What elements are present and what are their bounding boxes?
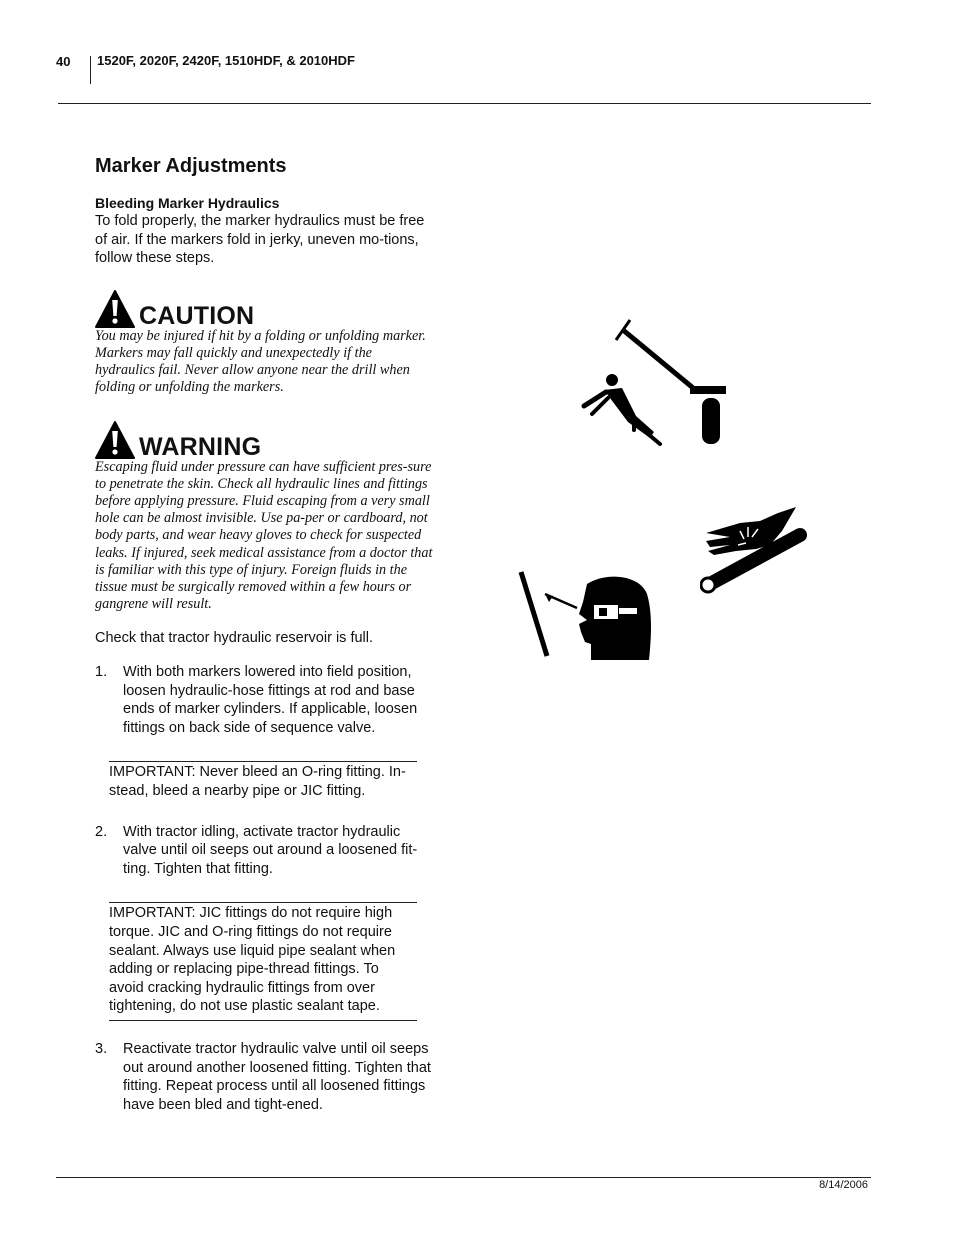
step-number: 3. — [95, 1040, 108, 1057]
step-text: With both markers lowered into field position, loosen hydraulic-hose fittings at rod and base ends of marker cylinders. If applicable, loosen fittings on back side of sequence valve. — [123, 664, 418, 736]
list-item — [95, 663, 435, 737]
header-divider — [90, 56, 91, 84]
page-number: 40 — [56, 54, 71, 69]
caution-block — [95, 288, 435, 397]
main-content — [95, 155, 435, 1114]
caution-triangle-icon — [95, 290, 135, 328]
caution-text: You may be injured if hit by a folding or unfolding marker. Markers may fall quickly and unexpectedly if the hydraulics fail. Never allow anyone near the drill when folding or unfolding the markers. — [95, 327, 426, 396]
list-item — [95, 1040, 435, 1114]
caution-label: CAUTION — [139, 301, 255, 330]
step-number: 2. — [95, 823, 108, 840]
step-number: 1. — [95, 664, 108, 681]
hand-injection-icon — [700, 505, 812, 595]
top-rule — [58, 103, 871, 104]
warning-text: Escaping fluid under pressure can have sufficient pres-sure to penetrate the skin. Check all hydraulic lines and fittings before applying pressure. Fluid escaping from a very small hole can be almost invisible. Use pa-per or cardboard, not body parts, and wear heavy gloves to check for suspected leaks. If injured, seek medical assistance from a doctor that is familiar with this type of injury. Foreign fluids in the tissue must be surgically removed within a few hours or gangrene will result. — [95, 458, 433, 613]
steps-list — [95, 1040, 435, 1114]
warning-block — [95, 419, 435, 614]
important-note: IMPORTANT: JIC fittings do not require high torque. JIC and O-ring fittings do not require sealant. Always use liquid pipe sealant when adding or replacing pipe-thread fittings. To avoid cracking hydraulic fittings from over tightening, do not use plastic sealant tape. — [109, 902, 417, 1021]
falling-marker-icon — [578, 318, 730, 448]
warning-triangle-icon — [95, 421, 135, 459]
step-text: Reactivate tractor hydraulic valve until oil seeps out around another loosened fitting. Tighten that fitting. Repeat process until all loosened fittings have been bled and tight-ened. — [123, 1040, 431, 1113]
footer-date: 8/14/2006 — [819, 1179, 868, 1191]
important-note: IMPORTANT: Never bleed an O-ring fitting. In-stead, bleed a nearby pipe or JIC fitting. — [109, 761, 417, 800]
eye-protection-icon — [515, 570, 655, 665]
list-item — [95, 823, 435, 879]
header-model-title: 1520F, 2020F, 2420F, 1510HDF, & 2010HDF — [97, 53, 355, 68]
section-subtitle: Bleeding Marker Hydraulics — [95, 195, 280, 211]
bottom-rule — [56, 1177, 871, 1178]
step-text: With tractor idling, activate tractor hydraulic valve until oil seeps out around a loosened fit-ting. Tighten that fitting. — [123, 823, 418, 877]
warning-header — [95, 419, 435, 459]
check-reservoir-text: Check that tractor hydraulic reservoir is full. — [95, 630, 374, 647]
intro-paragraph: To fold properly, the marker hydraulics must be free of air. If the markers fold in jerky, uneven mo-tions, follow these steps. — [95, 213, 425, 267]
steps-list — [95, 663, 435, 737]
section-title: Marker Adjustments — [95, 155, 287, 177]
warning-label: WARNING — [139, 432, 262, 461]
steps-list — [95, 823, 435, 879]
caution-header — [95, 288, 435, 328]
